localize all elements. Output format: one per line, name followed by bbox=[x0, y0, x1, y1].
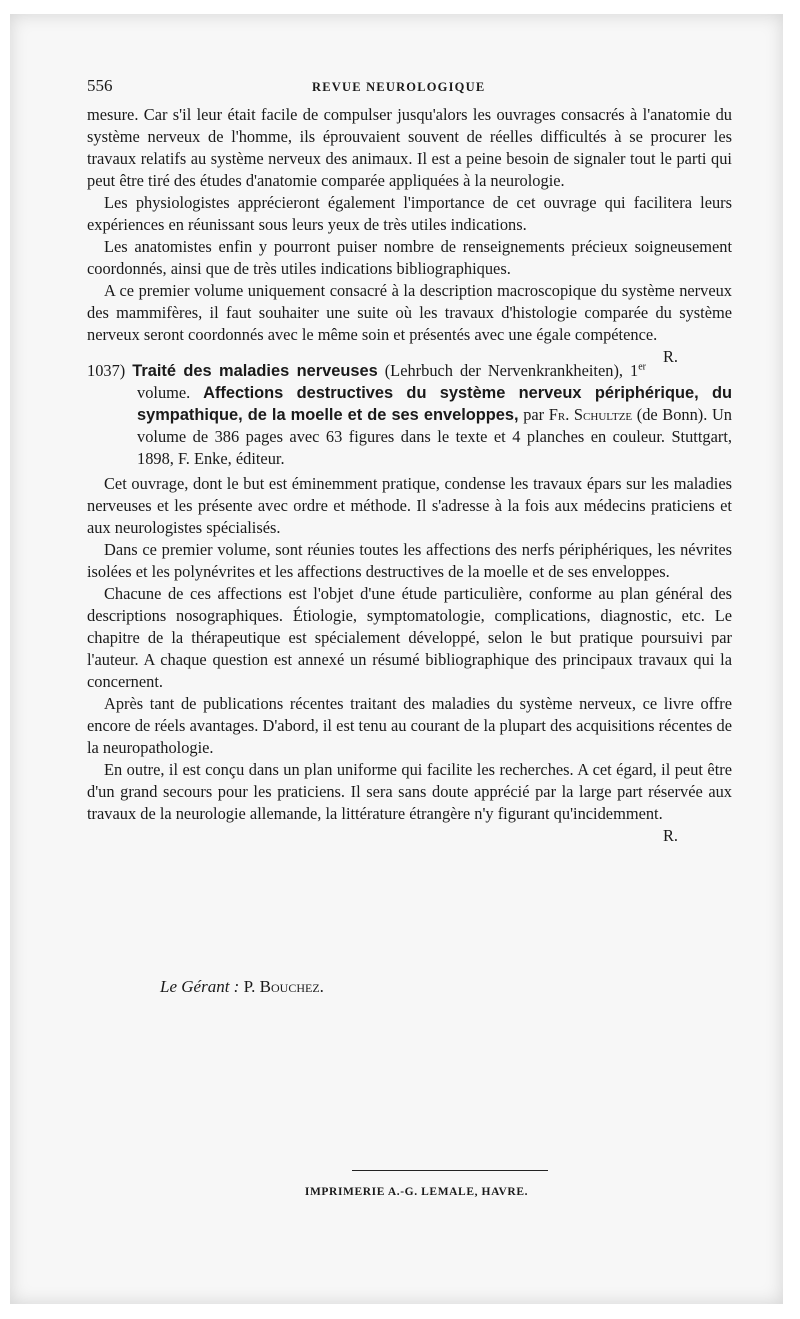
entry-par: par bbox=[518, 405, 545, 424]
review1-paragraph-3: Les anatomistes enfin y pourront puiser nombre de renseignements précieux soigneusement coordonnés, ainsi que de très utiles indications bibliographiques. bbox=[87, 237, 732, 278]
gerant-name: P. Bouchez. bbox=[243, 977, 324, 996]
review2-paragraph-5 bbox=[87, 759, 732, 845]
entry-title: Traité des maladies nerveuses bbox=[132, 362, 378, 380]
imprint-rule bbox=[352, 1170, 548, 1171]
review2-signature: R. bbox=[662, 826, 678, 845]
entry-author-name: Schultze bbox=[573, 405, 633, 424]
review1-paragraph-1: mesure. Car s'il leur était facile de compulser jusqu'alors les ouvrages consacrés à l'anatomie du système nerveux de l'homme, ils éprouvaient souvent de réelles difficultés à se procurer les travaux relatifs au système nerveux des animaux. Il est a peine besoin de signaler tout le parti qui peut être tiré des études d'anatomie comparée appliquées à la neurologie. bbox=[87, 105, 732, 190]
gerant-label: Le Gérant : bbox=[160, 977, 240, 996]
review1-paragraph-4-text: A ce premier volume uniquement consacré à la description macroscopique du système nerveux des mammifères, il faut souhaiter une suite où les travaux d'histologie comparée du système nerveux seront coordonnés avec le même soin et présentés avec une égale compétence. bbox=[87, 281, 732, 344]
review2-paragraph-5-text: En outre, il est conçu dans un plan uniforme qui facilite les recherches. A cet égard, il peut être d'un grand secours pour les praticiens. Il sera sans doute apprécié par la large part réservée aux travaux de la neurologie allemande, la littérature étrangère n'y figurant qu'incidemment. bbox=[87, 760, 732, 823]
review1-signature: R. bbox=[662, 347, 678, 366]
entry-subtitle: Affections destructives du système nerveux périphérique, du sympathique, de la moelle et de ses enveloppes, bbox=[137, 384, 732, 424]
journal-title: REVUE NEUROLOGIQUE bbox=[312, 80, 486, 94]
review1-paragraph-2: Les physiologistes apprécieront également l'importance de cet ouvrage qui facilitera leurs expériences en réunissant sous leurs yeux de très utiles indications. bbox=[87, 193, 732, 234]
review2-paragraph-1: Cet ouvrage, dont le but est éminemment pratique, condense les travaux épars sur les maladies nerveuses et les présente avec ordre et méthode. Il s'adresse à la fois aux médecins praticiens et aux neurologistes spécialisés. bbox=[87, 474, 732, 537]
review1-paragraph-4 bbox=[87, 280, 732, 366]
bibliographic-entry bbox=[87, 360, 732, 470]
page-content bbox=[87, 76, 732, 847]
entry-author-initial: Fr. bbox=[548, 405, 570, 424]
review2-paragraph-4: Après tant de publications récentes traitant des maladies du système nerveux, ce livre offre encore de réels avantages. D'abord, il est tenu au courant de la plupart des acquisitions récentes de la neuropathologie. bbox=[87, 694, 732, 757]
entry-number: 1037) bbox=[87, 361, 126, 380]
review2-paragraph-2: Dans ce premier volume, sont réunies toutes les affections des nerfs périphériques, les névrites isolées et les polynévrites et les affections destructives de la moelle et de ses enveloppes. bbox=[87, 540, 732, 581]
running-header bbox=[87, 76, 732, 104]
entry-volume-word: volume. bbox=[137, 383, 191, 402]
entry-volume-number: 1 bbox=[630, 361, 639, 380]
entry-details: (de Bonn). Un volume de 386 pages avec 63 figures dans le texte et 4 planches en couleur. Stuttgart, 1898, F. Enke, éditeur. bbox=[137, 405, 732, 468]
printer-imprint: IMPRIMERIE A.-G. LEMALE, HAVRE. bbox=[304, 1186, 529, 1198]
entry-volume-superscript: er bbox=[638, 361, 646, 373]
page-number: 556 bbox=[87, 76, 113, 95]
entry-original-title: (Lehrbuch der Nervenkrankheiten), bbox=[377, 361, 624, 380]
gerant-line bbox=[160, 977, 324, 997]
review2-paragraph-3: Chacune de ces affections est l'objet d'une étude particulière, conforme au plan général des descriptions nosographiques. Étiologie, symptomatologie, complications, diagnostic, etc. Le chapitre de la thérapeutique est spécialement développé, selon le but pratique poursuivi par l'auteur. A chaque question est annexé un résumé bibliographique des principaux travaux qui la concernent. bbox=[87, 584, 732, 691]
